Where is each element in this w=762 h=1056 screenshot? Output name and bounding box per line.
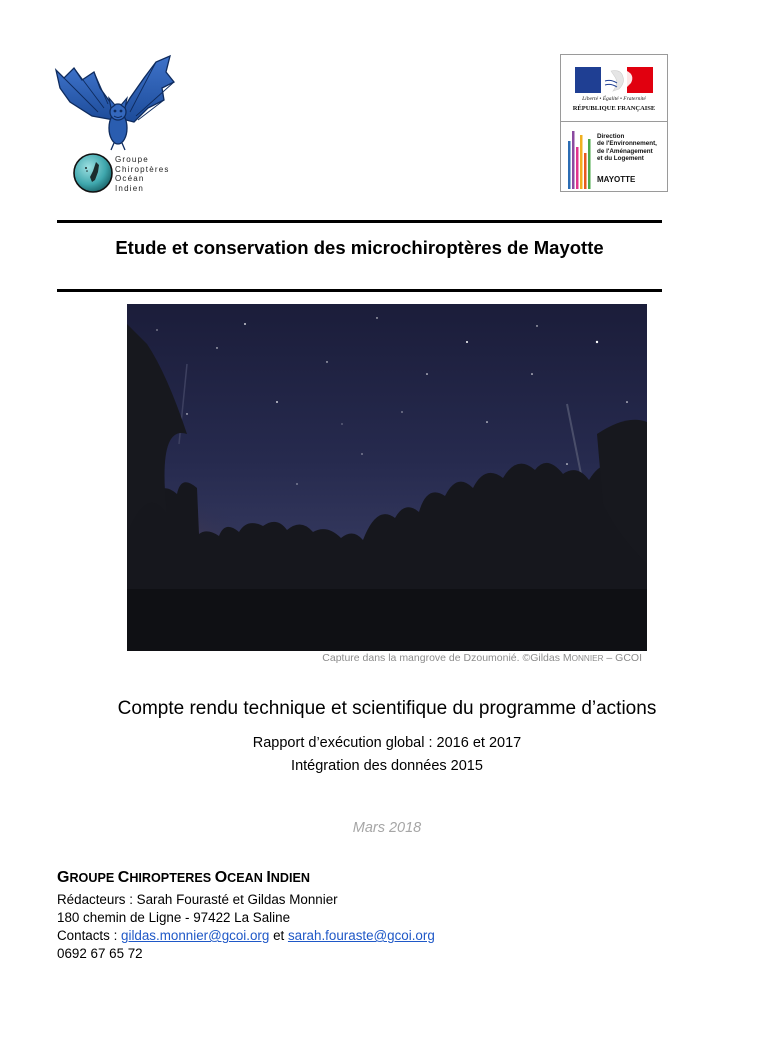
org-name-part: CEAN (227, 871, 267, 885)
deal-stripes-icon (567, 127, 593, 189)
logo-text-line: Groupe (115, 155, 149, 164)
org-name-part: ROUPE (69, 871, 118, 885)
caption-suffix: – GCOI (603, 652, 642, 664)
org-name-part: NDIEN (270, 871, 310, 885)
report-data-line: Intégration des données 2015 (291, 758, 483, 774)
contacts-and: et (269, 928, 288, 943)
title-rule-bottom (57, 289, 662, 292)
bat-logo-icon (52, 52, 182, 157)
republique-name: RÉPUBLIQUE FRANÇAISE (572, 105, 656, 112)
marianne-flag-icon (575, 67, 653, 93)
report-subtitle: Compte rendu technique et scientifique du programme d’actions (117, 698, 657, 719)
republique-motto: Liberté • Égalité • Fraternité (582, 96, 646, 102)
deal-department (597, 133, 657, 163)
night-mangrove-photo (127, 304, 647, 651)
department-line: de l'Aménagement (597, 147, 653, 155)
title-rule-top (57, 220, 662, 223)
org-name-part: O (214, 869, 228, 886)
globe-logo-icon (72, 152, 114, 194)
gcoi-logo (52, 52, 192, 198)
department-line: et du Logement (597, 155, 644, 163)
cover-photo (127, 304, 647, 651)
marianne-block (561, 55, 667, 122)
republique-francaise-logo (560, 54, 668, 192)
email-link-gildas[interactable]: gildas.monnier@gcoi.org (121, 928, 270, 943)
gcoi-logo-text (115, 155, 170, 193)
caption-smallcaps: ONNIER (571, 654, 604, 663)
logo-text-line: Indien (115, 183, 144, 193)
phone-line: 0692 67 65 72 (57, 946, 143, 961)
report-date: Mars 2018 (352, 820, 422, 836)
contacts-line (57, 928, 435, 943)
report-scope-line: Rapport d’exécution global : 2016 et 2017 (252, 735, 522, 751)
caption-prefix: Capture dans la mangrove de Dzoumonié. ©Gildas M (322, 652, 572, 664)
org-name-part: C (117, 869, 130, 886)
org-name-part: G (57, 869, 70, 886)
deal-region: MAYOTTE (597, 175, 636, 184)
document-title: Etude et conservation des microchiroptères de Mayotte (115, 237, 604, 258)
organization-name (57, 869, 310, 887)
department-line: Direction (597, 133, 625, 140)
department-line: de l'Environnement, (597, 140, 657, 148)
logo-text-line: Océan (115, 174, 145, 183)
photo-caption (322, 652, 642, 664)
logo-text-line: Chiroptères (115, 164, 170, 174)
authors-line: Rédacteurs : Sarah Fourasté et Gildas Monnier (57, 892, 338, 907)
contacts-label: Contacts : (57, 928, 122, 943)
email-link-sarah[interactable]: sarah.fouraste@gcoi.org (287, 928, 435, 943)
address-line: 180 chemin de Ligne - 97422 La Saline (57, 910, 291, 925)
org-name-part: I (266, 869, 271, 886)
org-name-part: HIROPTERES (129, 871, 215, 885)
